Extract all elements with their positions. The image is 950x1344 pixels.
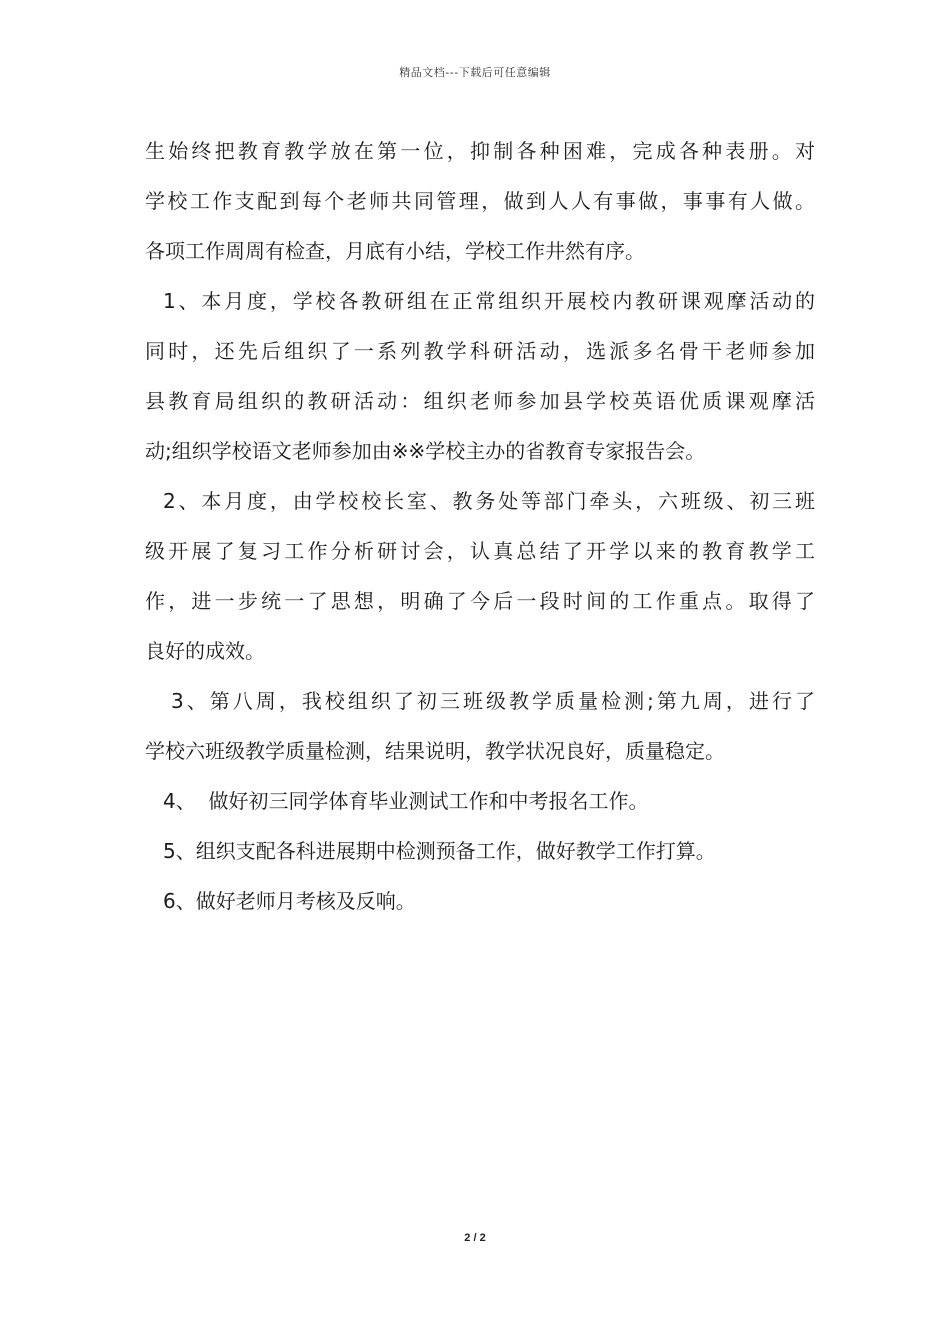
text-line: 同时，还先后组织了一系列教学科研活动，选派多名骨干老师参加: [145, 339, 815, 363]
text-line: 6、做好老师月考核及反响。: [163, 889, 416, 913]
text-line: 良好的成效。: [145, 639, 265, 663]
text-line: 1、本月度，学校各教研组在正常组织开展校内教研课观摩活动的: [163, 289, 815, 313]
text-line: 各项工作周周有检查，月底有小结，学校工作井然有序。: [145, 239, 645, 263]
paragraph: [145, 834, 815, 884]
paragraph: [145, 784, 815, 834]
text-line: 2、本月度，由学校校长室、教务处等部门牵头，六班级、初三班: [163, 489, 815, 513]
paragraph: [145, 134, 815, 284]
page-header: 精品文档---下载后可任意编辑: [399, 66, 551, 79]
text-line: 3、第八周，我校组织了初三班级教学质量检测;第九周，进行了: [171, 689, 815, 713]
page-number: 2 / 2: [464, 1232, 486, 1244]
text-line: 5、组织支配各科进展期中检测预备工作，做好教学工作打算。: [163, 839, 716, 863]
paragraph: [145, 884, 815, 934]
text-line: 生始终把教育教学放在第一位，抑制各种困难，完成各种表册。对: [145, 139, 815, 163]
text-line: 县教育局组织的教研活动：组织老师参加县学校英语优质课观摩活: [145, 389, 815, 413]
text-line: 作，进一步统一了思想，明确了今后一段时间的工作重点。取得了: [145, 589, 815, 613]
text-line: 动;组织学校语文老师参加由※※学校主办的省教育专家报告会。: [145, 439, 706, 463]
paragraph: [145, 684, 815, 784]
paragraph: [145, 284, 815, 484]
text-line: 4、 做好初三同学体育毕业测试工作和中考报名工作。: [163, 789, 649, 813]
paragraph: [145, 484, 815, 684]
text-line: 学校工作支配到每个老师共同管理，做到人人有事做，事事有人做。: [145, 189, 815, 213]
text-line: 级开展了复习工作分析研讨会，认真总结了开学以来的教育教学工: [145, 539, 815, 563]
text-line: 学校六班级教学质量检测，结果说明，教学状况良好，质量稳定。: [145, 739, 725, 763]
document-body: [145, 134, 815, 934]
